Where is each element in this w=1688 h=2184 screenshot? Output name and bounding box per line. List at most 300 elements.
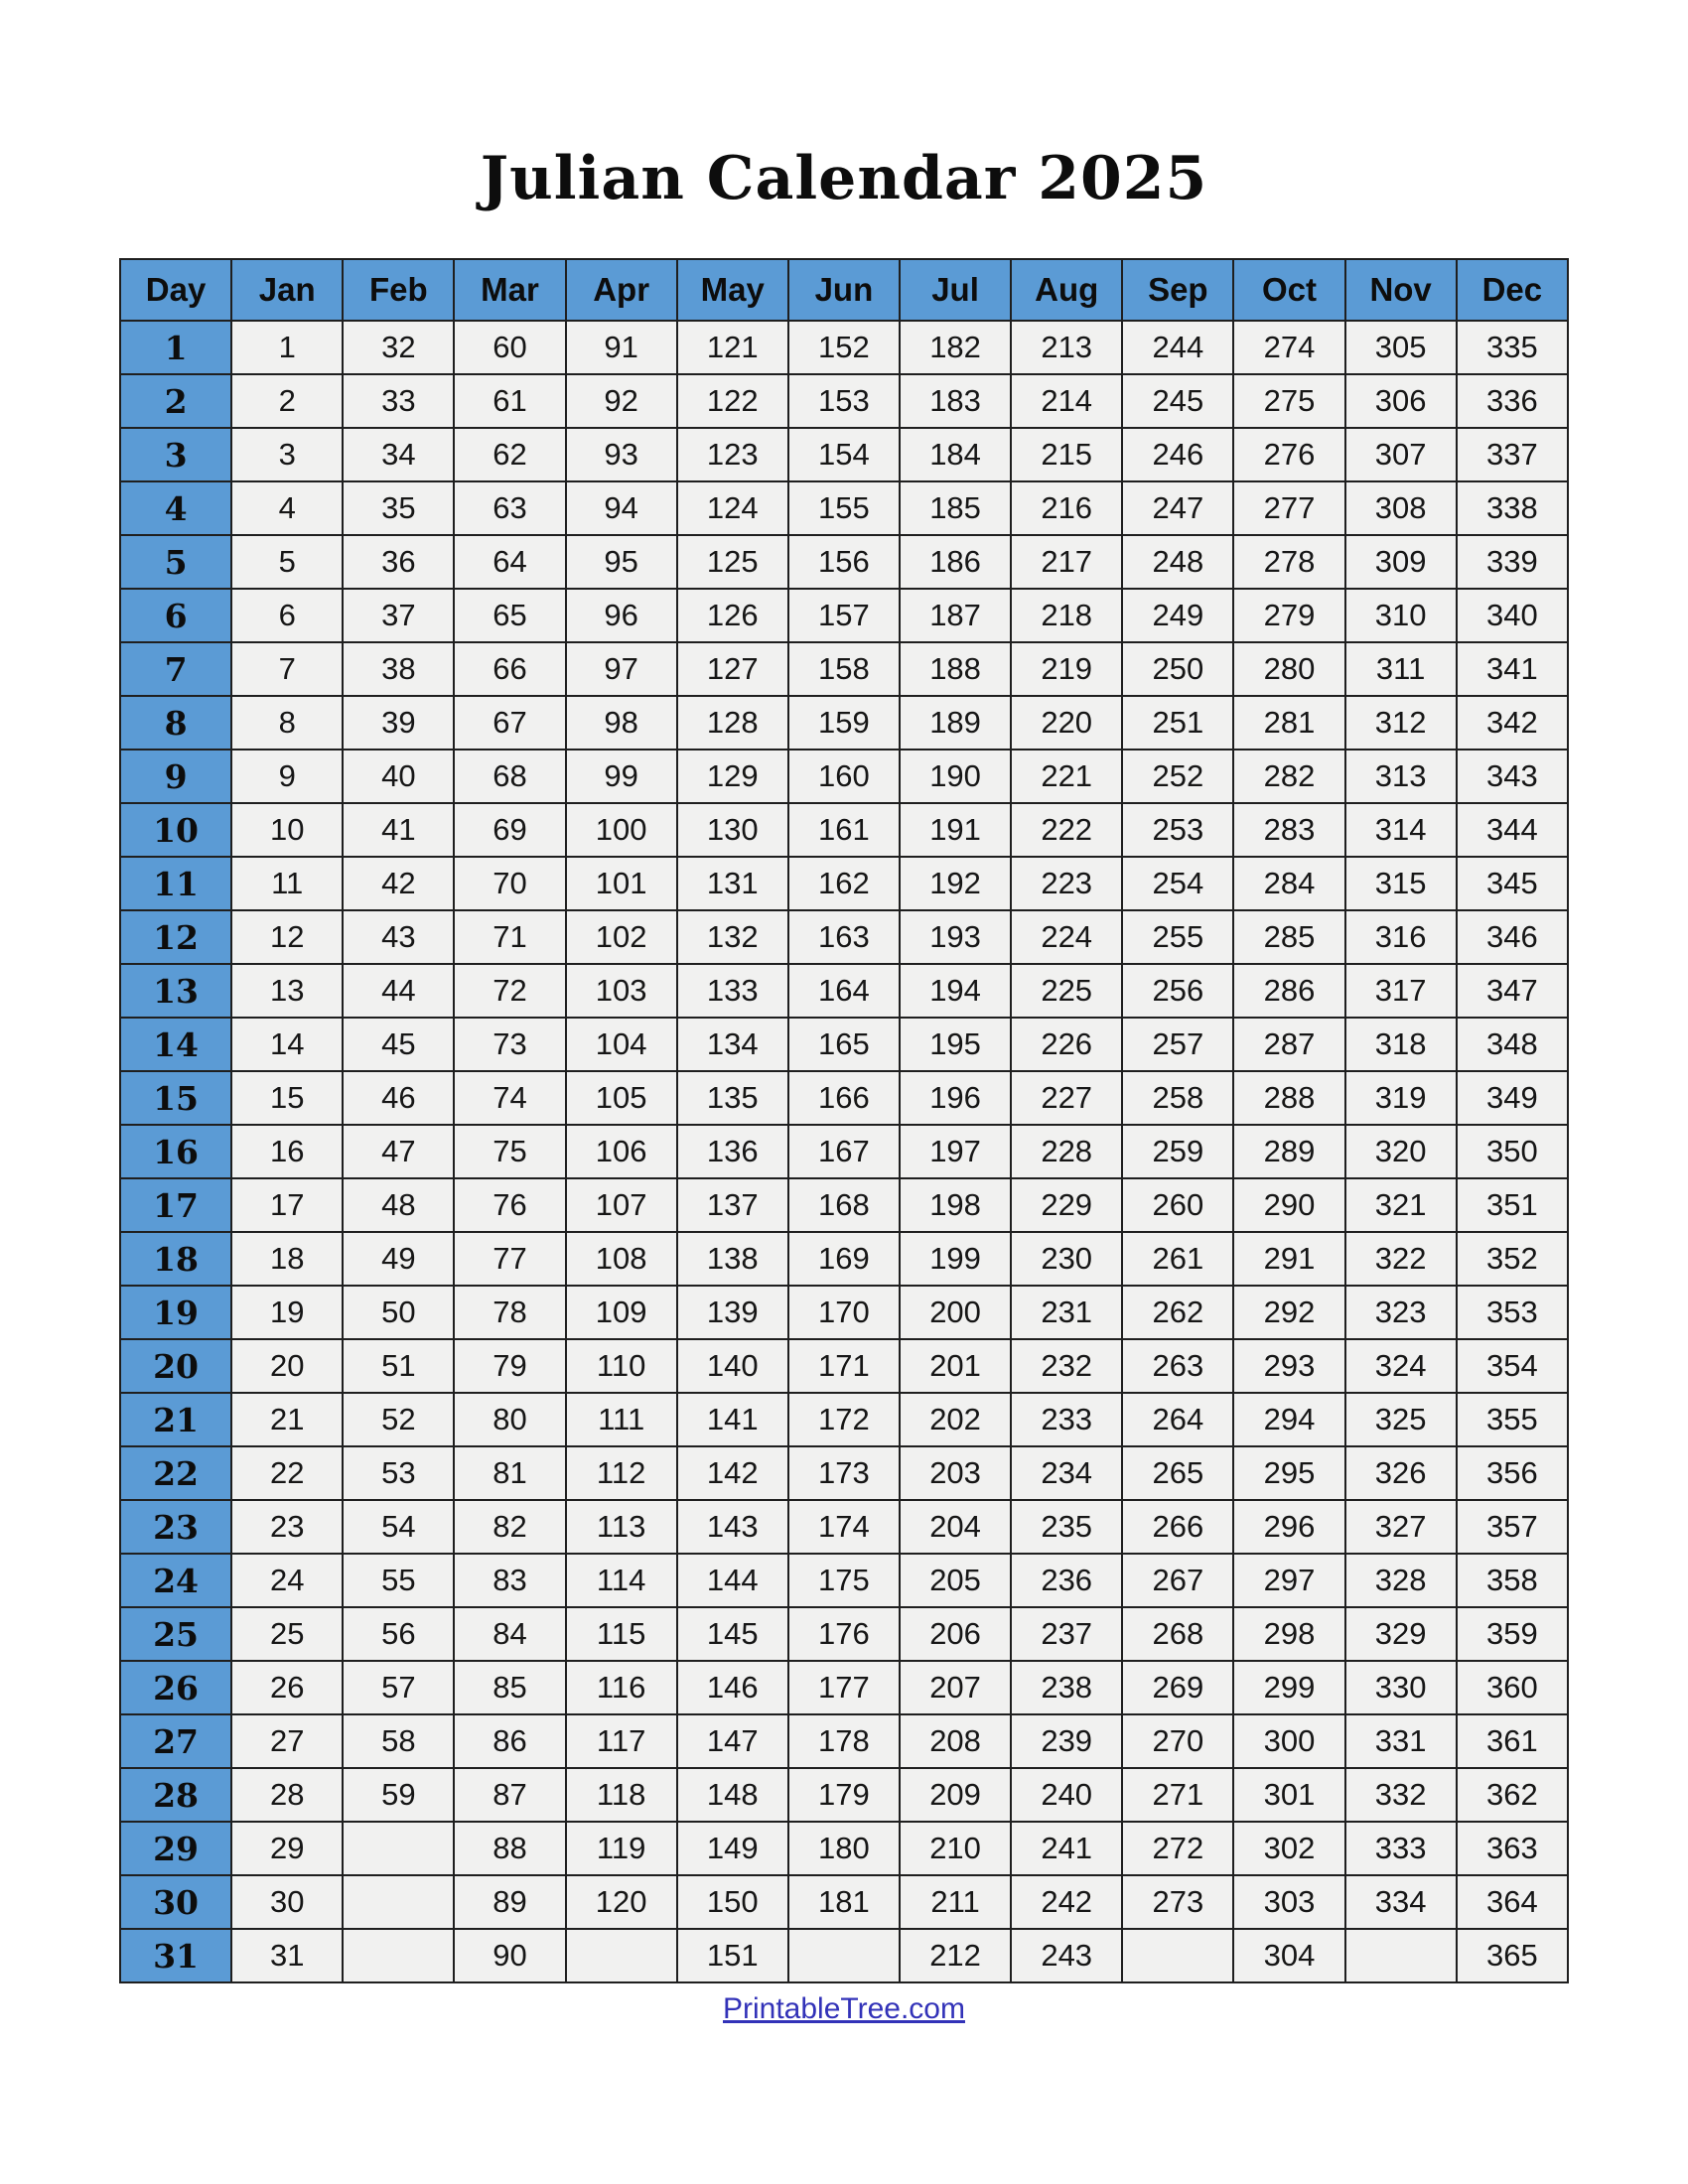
julian-day-cell: 4 [231,481,343,535]
day-label: 10 [120,803,231,857]
julian-day-cell: 194 [900,964,1011,1018]
julian-day-cell: 125 [677,535,788,589]
julian-day-cell: 199 [900,1232,1011,1286]
julian-day-cell: 7 [231,642,343,696]
julian-day-cell: 68 [454,750,565,803]
julian-day-cell: 126 [677,589,788,642]
julian-day-cell: 17 [231,1178,343,1232]
julian-day-cell: 203 [900,1446,1011,1500]
julian-day-cell: 13 [231,964,343,1018]
julian-day-cell: 141 [677,1393,788,1446]
julian-day-cell: 99 [566,750,677,803]
julian-day-cell: 343 [1457,750,1568,803]
julian-day-cell: 5 [231,535,343,589]
julian-day-cell: 42 [343,857,454,910]
julian-day-cell: 28 [231,1768,343,1822]
julian-day-cell: 76 [454,1178,565,1232]
julian-day-cell: 223 [1011,857,1122,910]
julian-day-cell: 89 [454,1875,565,1929]
julian-day-cell: 138 [677,1232,788,1286]
julian-day-cell: 260 [1122,1178,1233,1232]
julian-day-cell: 33 [343,374,454,428]
julian-day-cell: 333 [1345,1822,1457,1875]
julian-day-cell: 163 [788,910,900,964]
julian-day-cell: 96 [566,589,677,642]
empty-cell [1345,1929,1457,1982]
julian-day-cell: 212 [900,1929,1011,1982]
julian-day-cell: 213 [1011,321,1122,374]
julian-day-cell: 280 [1233,642,1344,696]
julian-day-cell: 51 [343,1339,454,1393]
julian-day-cell: 179 [788,1768,900,1822]
julian-day-cell: 35 [343,481,454,535]
table-row [120,1339,1568,1393]
julian-day-cell: 361 [1457,1714,1568,1768]
julian-day-cell: 113 [566,1500,677,1554]
julian-day-cell: 1 [231,321,343,374]
julian-day-cell: 24 [231,1554,343,1607]
column-header-may: May [677,259,788,321]
julian-day-cell: 128 [677,696,788,750]
column-header-nov: Nov [1345,259,1457,321]
julian-day-cell: 262 [1122,1286,1233,1339]
julian-day-cell: 177 [788,1661,900,1714]
julian-day-cell: 206 [900,1607,1011,1661]
julian-day-cell: 16 [231,1125,343,1178]
julian-day-cell: 289 [1233,1125,1344,1178]
julian-day-cell: 217 [1011,535,1122,589]
table-row [120,1661,1568,1714]
table-row [120,1071,1568,1125]
julian-day-cell: 305 [1345,321,1457,374]
julian-day-cell: 303 [1233,1875,1344,1929]
julian-day-cell: 272 [1122,1822,1233,1875]
julian-day-cell: 298 [1233,1607,1344,1661]
day-label: 19 [120,1286,231,1339]
julian-day-cell: 168 [788,1178,900,1232]
julian-day-cell: 88 [454,1822,565,1875]
julian-day-cell: 360 [1457,1661,1568,1714]
julian-day-cell: 161 [788,803,900,857]
julian-day-cell: 127 [677,642,788,696]
julian-day-cell: 44 [343,964,454,1018]
julian-day-cell: 119 [566,1822,677,1875]
julian-day-cell: 293 [1233,1339,1344,1393]
julian-day-cell: 34 [343,428,454,481]
table-row [120,1393,1568,1446]
julian-day-cell: 209 [900,1768,1011,1822]
julian-day-cell: 6 [231,589,343,642]
julian-day-cell: 87 [454,1768,565,1822]
julian-day-cell: 130 [677,803,788,857]
julian-day-cell: 136 [677,1125,788,1178]
julian-day-cell: 337 [1457,428,1568,481]
julian-day-cell: 296 [1233,1500,1344,1554]
julian-day-cell: 95 [566,535,677,589]
julian-day-cell: 291 [1233,1232,1344,1286]
julian-day-cell: 227 [1011,1071,1122,1125]
julian-day-cell: 316 [1345,910,1457,964]
julian-day-cell: 314 [1345,803,1457,857]
column-header-mar: Mar [454,259,565,321]
julian-day-cell: 61 [454,374,565,428]
day-label: 9 [120,750,231,803]
julian-day-cell: 192 [900,857,1011,910]
julian-day-cell: 189 [900,696,1011,750]
julian-day-cell: 268 [1122,1607,1233,1661]
julian-day-cell: 134 [677,1018,788,1071]
julian-day-cell: 200 [900,1286,1011,1339]
julian-day-cell: 328 [1345,1554,1457,1607]
julian-day-cell: 271 [1122,1768,1233,1822]
julian-day-cell: 78 [454,1286,565,1339]
julian-day-cell: 67 [454,696,565,750]
julian-day-cell: 275 [1233,374,1344,428]
julian-day-cell: 165 [788,1018,900,1071]
julian-day-cell: 306 [1345,374,1457,428]
julian-day-cell: 9 [231,750,343,803]
julian-day-cell: 259 [1122,1125,1233,1178]
julian-day-cell: 237 [1011,1607,1122,1661]
day-label: 13 [120,964,231,1018]
julian-day-cell: 308 [1345,481,1457,535]
julian-day-cell: 256 [1122,964,1233,1018]
julian-day-cell: 148 [677,1768,788,1822]
day-label: 25 [120,1607,231,1661]
julian-day-cell: 131 [677,857,788,910]
julian-day-cell: 329 [1345,1607,1457,1661]
julian-day-cell: 71 [454,910,565,964]
julian-day-cell: 261 [1122,1232,1233,1286]
table-row [120,1822,1568,1875]
julian-day-cell: 132 [677,910,788,964]
julian-day-cell: 176 [788,1607,900,1661]
column-header-sep: Sep [1122,259,1233,321]
julian-day-cell: 66 [454,642,565,696]
julian-day-cell: 310 [1345,589,1457,642]
table-row [120,1446,1568,1500]
julian-day-cell: 234 [1011,1446,1122,1500]
julian-day-cell: 155 [788,481,900,535]
julian-day-cell: 230 [1011,1232,1122,1286]
julian-day-cell: 255 [1122,910,1233,964]
julian-day-cell: 294 [1233,1393,1344,1446]
julian-day-cell: 82 [454,1500,565,1554]
julian-day-cell: 196 [900,1071,1011,1125]
julian-day-cell: 108 [566,1232,677,1286]
julian-day-cell: 245 [1122,374,1233,428]
julian-day-cell: 286 [1233,964,1344,1018]
julian-day-cell: 211 [900,1875,1011,1929]
julian-day-cell: 322 [1345,1232,1457,1286]
julian-day-cell: 152 [788,321,900,374]
julian-day-cell: 84 [454,1607,565,1661]
julian-day-cell: 188 [900,642,1011,696]
julian-day-cell: 335 [1457,321,1568,374]
julian-day-cell: 86 [454,1714,565,1768]
julian-day-cell: 26 [231,1661,343,1714]
julian-day-cell: 340 [1457,589,1568,642]
day-label: 14 [120,1018,231,1071]
day-label: 18 [120,1232,231,1286]
julian-day-cell: 253 [1122,803,1233,857]
day-label: 15 [120,1071,231,1125]
julian-day-cell: 292 [1233,1286,1344,1339]
julian-day-cell: 20 [231,1339,343,1393]
julian-day-cell: 297 [1233,1554,1344,1607]
julian-day-cell: 11 [231,857,343,910]
julian-day-cell: 170 [788,1286,900,1339]
julian-day-cell: 139 [677,1286,788,1339]
column-header-day: Day [120,259,231,321]
julian-day-cell: 278 [1233,535,1344,589]
julian-day-cell: 172 [788,1393,900,1446]
julian-day-cell: 142 [677,1446,788,1500]
table-row [120,1018,1568,1071]
julian-day-cell: 22 [231,1446,343,1500]
julian-day-cell: 162 [788,857,900,910]
julian-day-cell: 12 [231,910,343,964]
julian-day-cell: 191 [900,803,1011,857]
day-label: 20 [120,1339,231,1393]
julian-day-cell: 312 [1345,696,1457,750]
julian-day-cell: 175 [788,1554,900,1607]
julian-day-cell: 77 [454,1232,565,1286]
julian-day-cell: 25 [231,1607,343,1661]
julian-day-cell: 357 [1457,1500,1568,1554]
empty-cell [343,1929,454,1982]
day-label: 24 [120,1554,231,1607]
julian-day-cell: 319 [1345,1071,1457,1125]
empty-cell [343,1875,454,1929]
table-row [120,1607,1568,1661]
julian-day-cell: 73 [454,1018,565,1071]
julian-day-cell: 309 [1345,535,1457,589]
julian-day-cell: 201 [900,1339,1011,1393]
julian-day-cell: 317 [1345,964,1457,1018]
julian-day-cell: 124 [677,481,788,535]
julian-day-cell: 103 [566,964,677,1018]
julian-day-cell: 251 [1122,696,1233,750]
table-row [120,428,1568,481]
table-row [120,696,1568,750]
julian-day-cell: 39 [343,696,454,750]
julian-calendar-table [119,258,1569,1983]
julian-day-cell: 270 [1122,1714,1233,1768]
julian-day-cell: 279 [1233,589,1344,642]
julian-day-cell: 365 [1457,1929,1568,1982]
julian-day-cell: 240 [1011,1768,1122,1822]
julian-day-cell: 214 [1011,374,1122,428]
julian-day-cell: 183 [900,374,1011,428]
julian-day-cell: 235 [1011,1500,1122,1554]
julian-day-cell: 181 [788,1875,900,1929]
julian-day-cell: 58 [343,1714,454,1768]
julian-day-cell: 244 [1122,321,1233,374]
julian-day-cell: 2 [231,374,343,428]
julian-day-cell: 52 [343,1393,454,1446]
julian-day-cell: 257 [1122,1018,1233,1071]
day-label: 26 [120,1661,231,1714]
julian-day-cell: 65 [454,589,565,642]
julian-day-cell: 75 [454,1125,565,1178]
julian-day-cell: 120 [566,1875,677,1929]
column-header-dec: Dec [1457,259,1568,321]
table-row [120,1768,1568,1822]
julian-day-cell: 277 [1233,481,1344,535]
julian-day-cell: 195 [900,1018,1011,1071]
table-row [120,964,1568,1018]
empty-cell [1122,1929,1233,1982]
julian-day-cell: 226 [1011,1018,1122,1071]
julian-day-cell: 247 [1122,481,1233,535]
julian-day-cell: 158 [788,642,900,696]
julian-day-cell: 285 [1233,910,1344,964]
julian-day-cell: 55 [343,1554,454,1607]
day-label: 27 [120,1714,231,1768]
julian-day-cell: 324 [1345,1339,1457,1393]
julian-day-cell: 8 [231,696,343,750]
julian-day-cell: 15 [231,1071,343,1125]
julian-day-cell: 265 [1122,1446,1233,1500]
julian-day-cell: 19 [231,1286,343,1339]
table-row [120,1178,1568,1232]
julian-day-cell: 110 [566,1339,677,1393]
footer [0,1992,1688,2026]
empty-cell [566,1929,677,1982]
julian-day-cell: 325 [1345,1393,1457,1446]
julian-day-cell: 27 [231,1714,343,1768]
julian-day-cell: 266 [1122,1500,1233,1554]
column-header-aug: Aug [1011,259,1122,321]
julian-day-cell: 178 [788,1714,900,1768]
julian-day-cell: 80 [454,1393,565,1446]
day-label: 6 [120,589,231,642]
julian-day-cell: 18 [231,1232,343,1286]
julian-day-cell: 97 [566,642,677,696]
julian-day-cell: 321 [1345,1178,1457,1232]
julian-day-cell: 318 [1345,1018,1457,1071]
column-header-jul: Jul [900,259,1011,321]
julian-day-cell: 36 [343,535,454,589]
table-row [120,1286,1568,1339]
column-header-jan: Jan [231,259,343,321]
day-label: 3 [120,428,231,481]
julian-day-cell: 302 [1233,1822,1344,1875]
julian-day-cell: 149 [677,1822,788,1875]
julian-day-cell: 344 [1457,803,1568,857]
day-label: 17 [120,1178,231,1232]
julian-day-cell: 93 [566,428,677,481]
julian-day-cell: 157 [788,589,900,642]
julian-day-cell: 106 [566,1125,677,1178]
julian-day-cell: 63 [454,481,565,535]
julian-day-cell: 339 [1457,535,1568,589]
julian-day-cell: 327 [1345,1500,1457,1554]
julian-day-cell: 242 [1011,1875,1122,1929]
julian-day-cell: 284 [1233,857,1344,910]
julian-day-cell: 38 [343,642,454,696]
column-header-feb: Feb [343,259,454,321]
julian-day-cell: 41 [343,803,454,857]
julian-day-cell: 146 [677,1661,788,1714]
julian-day-cell: 348 [1457,1018,1568,1071]
julian-day-cell: 349 [1457,1071,1568,1125]
julian-day-cell: 208 [900,1714,1011,1768]
julian-day-cell: 167 [788,1125,900,1178]
julian-day-cell: 295 [1233,1446,1344,1500]
julian-day-cell: 210 [900,1822,1011,1875]
julian-day-cell: 228 [1011,1125,1122,1178]
julian-day-cell: 14 [231,1018,343,1071]
julian-day-cell: 185 [900,481,1011,535]
julian-day-cell: 116 [566,1661,677,1714]
julian-day-cell: 164 [788,964,900,1018]
julian-day-cell: 236 [1011,1554,1122,1607]
julian-day-cell: 105 [566,1071,677,1125]
julian-day-cell: 83 [454,1554,565,1607]
julian-day-cell: 53 [343,1446,454,1500]
julian-day-cell: 307 [1345,428,1457,481]
table-row [120,535,1568,589]
julian-day-cell: 79 [454,1339,565,1393]
julian-day-cell: 338 [1457,481,1568,535]
julian-day-cell: 241 [1011,1822,1122,1875]
julian-day-cell: 70 [454,857,565,910]
julian-day-cell: 273 [1122,1875,1233,1929]
julian-day-cell: 56 [343,1607,454,1661]
julian-day-cell: 121 [677,321,788,374]
day-label: 12 [120,910,231,964]
julian-day-cell: 204 [900,1500,1011,1554]
julian-day-cell: 282 [1233,750,1344,803]
table-row [120,1125,1568,1178]
julian-day-cell: 117 [566,1714,677,1768]
julian-day-cell: 202 [900,1393,1011,1446]
julian-day-cell: 114 [566,1554,677,1607]
julian-day-cell: 355 [1457,1393,1568,1446]
table-row [120,321,1568,374]
julian-day-cell: 159 [788,696,900,750]
julian-day-cell: 94 [566,481,677,535]
julian-day-cell: 90 [454,1929,565,1982]
julian-day-cell: 29 [231,1822,343,1875]
julian-day-cell: 156 [788,535,900,589]
footer-link[interactable]: PrintableTree.com [723,1992,965,2025]
julian-day-cell: 288 [1233,1071,1344,1125]
julian-day-cell: 144 [677,1554,788,1607]
julian-day-cell: 263 [1122,1339,1233,1393]
table-row [120,642,1568,696]
day-label: 23 [120,1500,231,1554]
julian-day-cell: 276 [1233,428,1344,481]
table-row [120,374,1568,428]
day-label: 22 [120,1446,231,1500]
julian-day-cell: 233 [1011,1393,1122,1446]
julian-day-cell: 180 [788,1822,900,1875]
julian-day-cell: 218 [1011,589,1122,642]
table-row [120,1500,1568,1554]
julian-day-cell: 347 [1457,964,1568,1018]
julian-day-cell: 69 [454,803,565,857]
julian-day-cell: 109 [566,1286,677,1339]
julian-day-cell: 363 [1457,1822,1568,1875]
julian-day-cell: 238 [1011,1661,1122,1714]
day-label: 28 [120,1768,231,1822]
julian-day-cell: 160 [788,750,900,803]
julian-day-cell: 341 [1457,642,1568,696]
julian-day-cell: 274 [1233,321,1344,374]
